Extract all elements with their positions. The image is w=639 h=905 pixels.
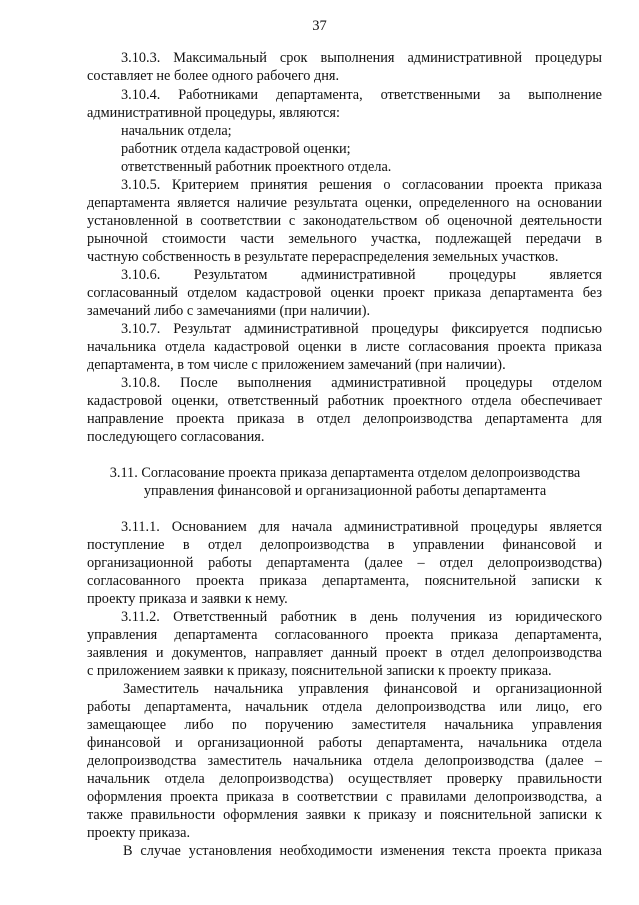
text-line: работник отдела кадастровой оценки;: [121, 141, 351, 157]
text-line: 3.10.8. После выполнения административной процедуры отделом: [121, 375, 602, 391]
text-line: замещающее либо по поручению заместителя начальника управления: [87, 717, 602, 733]
text-line: департамента является наличие результата оценки, определенного на основании: [87, 195, 602, 211]
text-line: В случае установления необходимости изменения текста проекта приказа: [123, 843, 602, 859]
text-line: 3.10.3. Максимальный срок выполнения административной процедуры: [121, 50, 602, 66]
text-line: 3.10.5. Критерием принятия решения о согласовании проекта приказа: [121, 177, 602, 193]
text-line: начальник отдела делопроизводства) осуществляет проверку правильности: [87, 771, 602, 787]
text-line: поступление в отдел делопроизводства в управлении финансовой и: [87, 537, 602, 553]
text-line: направление проекта приказа в отдел делопроизводства департамента для: [87, 411, 602, 427]
text-line: 3.10.4. Работниками департамента, ответственными за выполнение: [121, 87, 602, 103]
text-line: делопроизводства заместитель начальника отдела делопроизводства (далее –: [87, 753, 602, 769]
text-line: с приложением заявки к приказу, пояснительной записки к проекту приказа.: [87, 663, 552, 679]
text-line: оформления проекта приказа в соответствии с правилами делопроизводства, а: [87, 789, 602, 805]
text-line: согласованного проекта приказа департамента, пояснительной записки к: [87, 573, 602, 589]
text-line: начальник отдела;: [121, 123, 232, 139]
text-line: заявления и документов, направляет данный проект в отдел делопроизводства: [87, 645, 602, 661]
text-line: последующего согласования.: [87, 429, 265, 445]
text-line: согласованный отделом кадастровой оценки проект приказа департамента без: [87, 285, 602, 301]
text-line: 3.10.6. Результатом административной процедуры является: [121, 267, 602, 283]
text-line: также правильности оформления заявки к приказу и пояснительной записки к: [87, 807, 602, 823]
text-line: административной процедуры, являются:: [87, 105, 340, 121]
text-line: управления департамента согласованного проекта приказа департамента,: [87, 627, 602, 643]
section-heading: управления финансовой и организационной работы департамента: [143, 483, 547, 499]
text-line: финансовой и организационной работы департамента, начальника отдела: [87, 735, 602, 751]
text-line: проекту приказа и заявки к нему.: [87, 591, 288, 607]
text-line: начальника отдела кадастровой оценки в листе согласования проекта приказа: [87, 339, 602, 355]
text-line: проекту приказа.: [87, 825, 191, 841]
text-line: 3.11.2. Ответственный работник в день получения из юридического: [121, 609, 602, 625]
text-line: 3.11.1. Основанием для начала административной процедуры является: [121, 519, 602, 535]
text-line: установленной в соответствии с законодательством об оценочной деятельности: [87, 213, 602, 229]
section-heading: 3.11. Согласование проекта приказа департамента отделом делопроизводства: [109, 465, 581, 481]
text-line: замечаний либо с замечаниями (при наличии).: [87, 303, 371, 319]
text-line: 3.10.7. Результат административной процедуры фиксируется подписью: [121, 321, 602, 337]
text-line: департамента, в том числе с приложением замечаний (при наличии).: [87, 357, 506, 373]
text-line: организационной работы департамента (далее – отдел делопроизводства): [87, 555, 602, 571]
text-line: частную собственность в результате перераспределения земельных участков.: [87, 249, 559, 265]
text-line: составляет не более одного рабочего дня.: [87, 68, 340, 84]
text-line: работы департамента, начальник отдела делопроизводства или лицо, его: [87, 699, 602, 715]
text-line: ответственный работник проектного отдела.: [121, 159, 392, 175]
text-line: рыночной стоимости части земельного участка, подлежащей передачи в: [87, 231, 602, 247]
text-line: кадастровой оценки, ответственный работник проектного отдела обеспечивает: [87, 393, 602, 409]
text-line: Заместитель начальника управления финансовой и организационной: [123, 681, 602, 697]
page-number: 37: [312, 18, 327, 34]
